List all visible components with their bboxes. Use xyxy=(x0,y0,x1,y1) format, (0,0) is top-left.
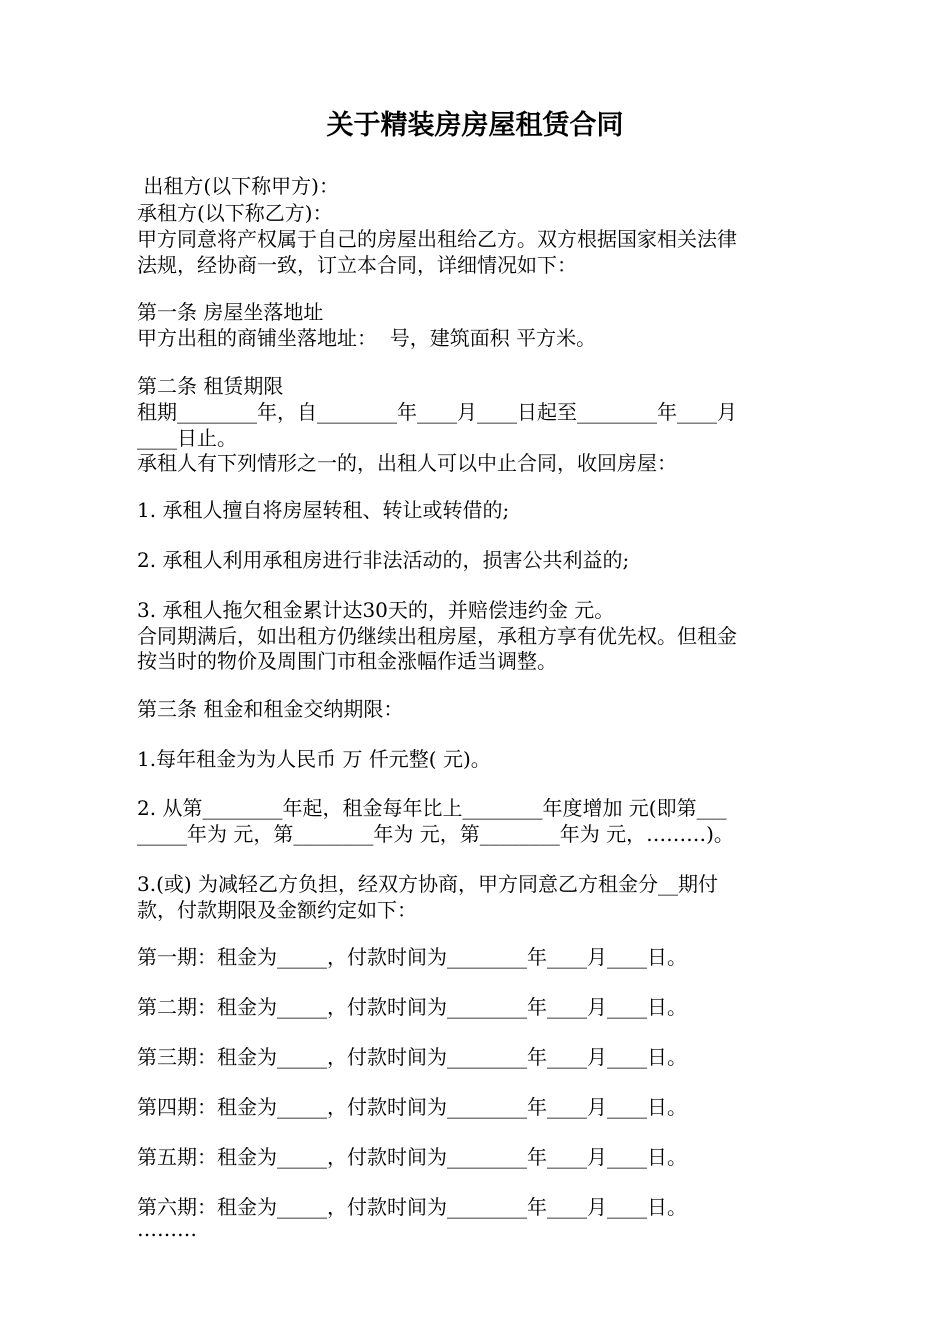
installment-1: 第一期：租金为_____，付款时间为________年____月____日。 xyxy=(137,945,687,969)
termination-intro: 承租人有下列情形之一的，出租人可以中止合同，收回房屋： xyxy=(137,451,677,475)
renewal-line-2: 按当时的物价及周围门市租金涨幅作适当调整。 xyxy=(137,649,557,673)
termination-item-1: 1. 承租人擅自将房屋转租、转让或转借的; xyxy=(137,498,510,522)
intro-paragraph-line-2: 法规，经协商一致，订立本合同，详细情况如下： xyxy=(137,253,577,277)
installment-3: 第三期：租金为_____，付款时间为________年____月____日。 xyxy=(137,1045,687,1069)
termination-item-3: 3. 承租人拖欠租金累计达30天的，并赔偿违约金 元。 xyxy=(137,598,615,622)
lease-term-line-1: 租期________年，自________年____月____日起至________年____月 xyxy=(137,400,737,424)
rent-item-3-line-2: 款，付款期限及金额约定如下： xyxy=(137,898,417,922)
installment-2: 第二期：租金为_____，付款时间为________年____月____日。 xyxy=(137,995,687,1019)
rent-item-2-line-2: _____年为 元，第________年为 元，第________年为 元，………)。 xyxy=(137,822,734,846)
lessee-line: 承租方(以下称乙方)： xyxy=(137,201,333,225)
installment-6: 第六期：租金为_____，付款时间为________年____月____日。 xyxy=(137,1195,687,1219)
rent-item-3-line-1: 3.(或) 为减轻乙方负担，经双方协商，甲方同意乙方租金分__期付 xyxy=(137,872,719,896)
installment-5: 第五期：租金为_____，付款时间为________年____月____日。 xyxy=(137,1145,687,1169)
article-3-heading: 第三条 租金和租金交纳期限： xyxy=(137,697,404,721)
installment-4: 第四期：租金为_____，付款时间为________年____月____日。 xyxy=(137,1095,687,1119)
article-1-address: 甲方出租的商铺坐落地址： 号，建筑面积 平方米。 xyxy=(137,326,597,350)
renewal-line-1: 合同期满后，如出租方仍继续出租房屋，承租方享有优先权。但租金 xyxy=(137,624,737,648)
lease-term-line-2: ____日止。 xyxy=(137,426,237,450)
intro-paragraph-line-1: 甲方同意将产权属于自己的房屋出租给乙方。双方根据国家相关法律 xyxy=(137,227,737,251)
rent-item-1: 1.每年租金为为人民币 万 仟元整( 元)。 xyxy=(137,747,491,771)
article-1-heading: 第一条 房屋坐落地址 xyxy=(137,300,324,324)
lessor-line: 出租方(以下称甲方)： xyxy=(137,174,339,198)
document-title: 关于精装房房屋租赁合同 xyxy=(326,110,624,141)
termination-item-2: 2. 承租人利用承租房进行非法活动的，损害公共利益的; xyxy=(137,548,630,572)
continuation-ellipsis: ……… xyxy=(137,1217,197,1241)
rent-item-2-line-1: 2. 从第________年起，租金每年比上________年度增加 元(即第___ xyxy=(137,796,727,820)
article-2-heading: 第二条 租赁期限 xyxy=(137,374,284,398)
